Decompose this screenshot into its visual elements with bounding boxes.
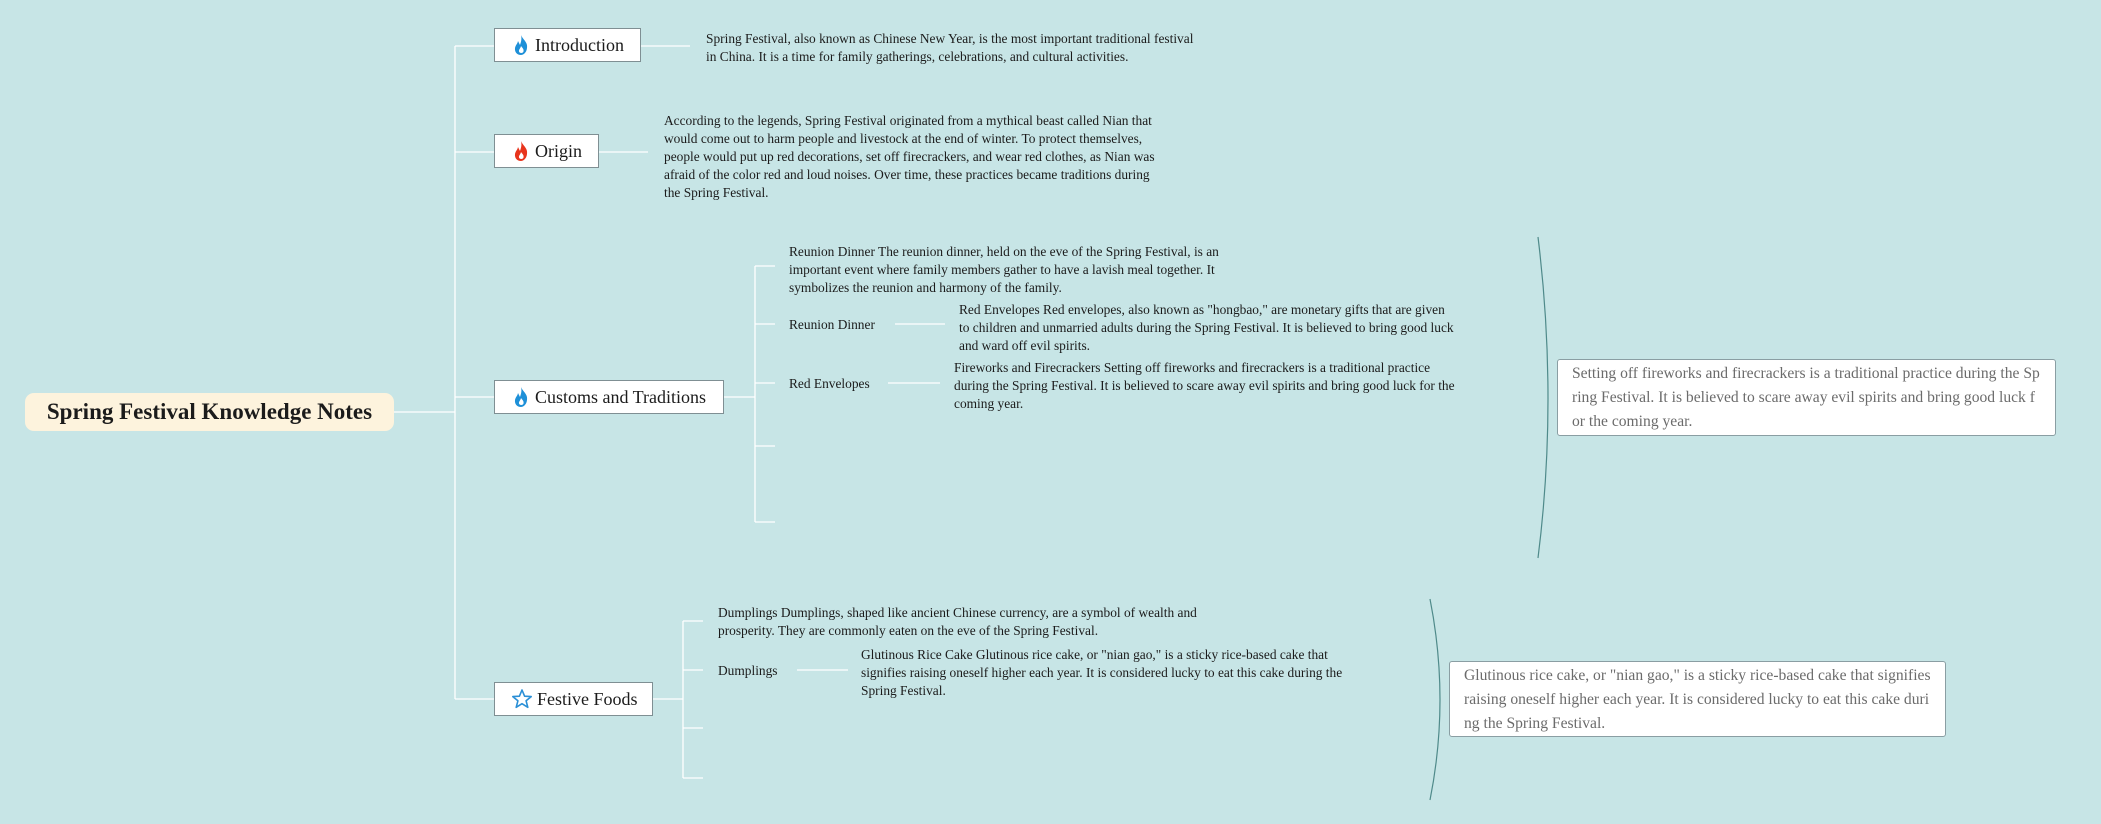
note-fireworks: Fireworks and Firecrackers Setting off fireworks and firecrackers is a traditional practice during the Spring Festival. It is believed to scare away evil spirits and bring good luck for the coming year. — [954, 360, 1455, 411]
flame-blue-icon — [511, 34, 531, 56]
callout-fireworks: Setting off fireworks and firecrackers is a traditional practice during the Spring Festival. It is believed to scare away evil spirits and bring good luck for the coming year. — [1557, 359, 2056, 436]
topic-origin[interactable] — [494, 134, 599, 168]
subtopic-red-envelopes[interactable]: Red Envelopes — [789, 376, 870, 391]
topic-introduction[interactable] — [494, 28, 641, 62]
topic-label: Customs and Traditions — [535, 386, 707, 407]
flame-blue-icon — [511, 386, 531, 408]
note-glutinous-rice-cake: Glutinous Rice Cake Glutinous rice cake, or "nian gao," is a sticky rice-based cake that signifies raising oneself higher each year. It is considered lucky to eat this cake during the Spring Festival. — [861, 647, 1343, 698]
note-red-envelopes: Red Envelopes Red envelopes, also known as "hongbao," are monetary gifts that are given to children and unmarried adults during the Spring Festival. It is believed to bring good luck and ward off evil spirits. — [959, 302, 1454, 353]
root-topic[interactable]: Spring Festival Knowledge Notes — [25, 393, 394, 431]
topic-label: Origin — [535, 140, 582, 161]
star-outline-icon — [511, 688, 533, 710]
note-reunion-dinner: Reunion Dinner The reunion dinner, held on the eve of the Spring Festival, is an important event where family members gather to have a lavish meal together. It symbolizes the reunion and harmony of the family. — [789, 244, 1219, 295]
callout-glutinous-rice-cake: Glutinous rice cake, or "nian gao," is a sticky rice-based cake that signifies raising oneself higher each year. It is considered lucky to eat this cake during the Spring Festival. — [1449, 661, 1946, 737]
note-dumplings: Dumplings Dumplings, shaped like ancient Chinese currency, are a symbol of wealth and prosperity. They are commonly eaten on the eve of the Spring Festival. — [718, 605, 1197, 638]
note-origin: According to the legends, Spring Festival originated from a mythical beast called Nian that would come out to harm people and livestock at the end of winter. To protect themselves, people would put up red decorations, set off firecrackers, and wear red clothes, as Nian was afraid of the color red and loud noises. Over time, these practices became traditions during the Spring Festival. — [664, 113, 1155, 200]
topic-festive-foods[interactable] — [494, 682, 653, 716]
subtopic-dumplings[interactable]: Dumplings — [718, 663, 778, 678]
topic-label: Introduction — [535, 34, 624, 55]
flame-red-icon — [511, 140, 531, 162]
subtopic-reunion-dinner[interactable]: Reunion Dinner — [789, 317, 875, 332]
topic-label: Festive Foods — [537, 688, 638, 709]
note-introduction: Spring Festival, also known as Chinese New Year, is the most important traditional festival in China. It is a time for family gatherings, celebrations, and cultural activities. — [706, 31, 1194, 64]
topic-customs-and-traditions[interactable] — [494, 380, 724, 414]
